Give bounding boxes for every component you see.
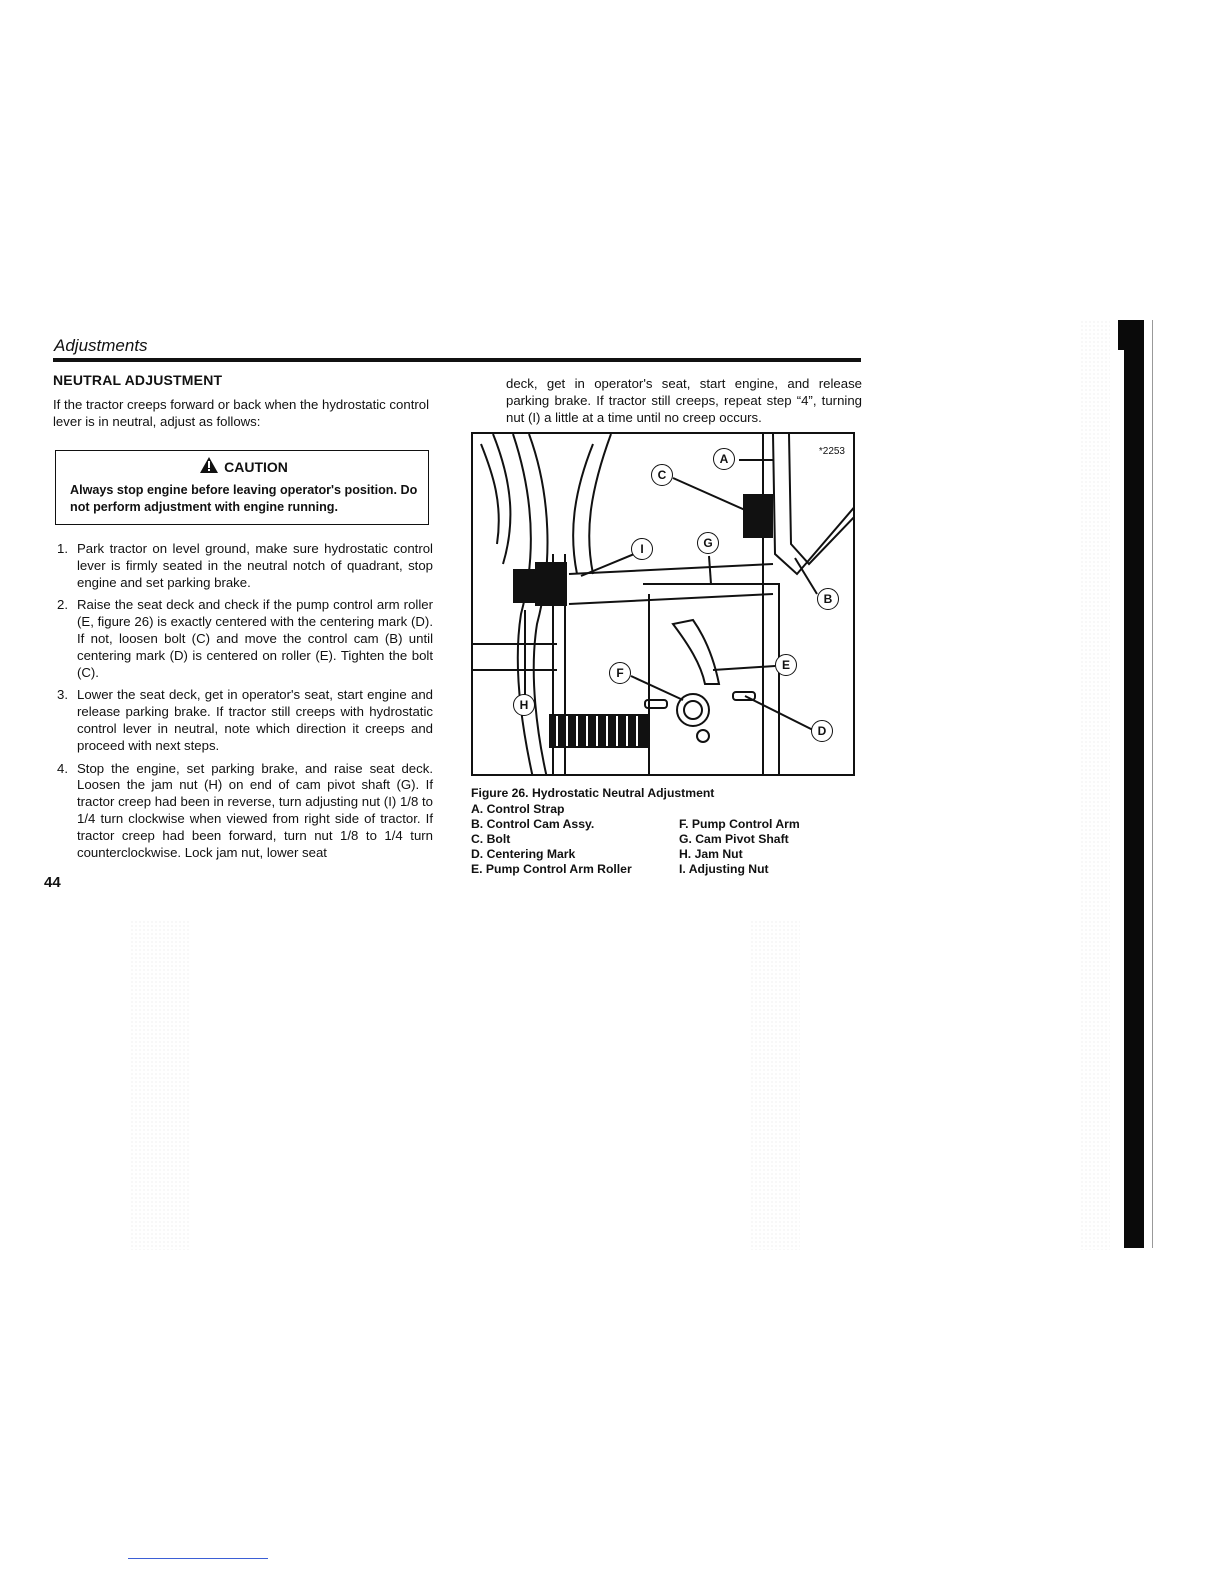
caution-text: Always stop engine before leaving operator's position. Do not perform adjustment with engine running. — [70, 483, 418, 514]
legend-item: A. Control Strap — [471, 802, 565, 816]
legend-item — [679, 802, 859, 817]
figure-caption — [471, 786, 863, 877]
list-item — [53, 541, 433, 591]
warning-triangle-icon — [200, 457, 218, 476]
legend-item: G. Cam Pivot Shaft — [679, 832, 789, 846]
callout-i: I — [631, 538, 653, 560]
callout-g: G — [697, 532, 719, 554]
caution-title: CAUTION — [224, 458, 288, 475]
callout-f: F — [609, 662, 631, 684]
legend-item: D. Centering Mark — [471, 847, 576, 861]
legend-item: F. Pump Control Arm — [679, 817, 800, 831]
step-number: 2. — [57, 597, 68, 613]
callout-a: A — [713, 448, 735, 470]
caution-box — [55, 450, 429, 525]
scan-edge-line — [1152, 320, 1153, 1248]
caution-title-row — [70, 457, 418, 476]
legend-item: H. Jam Nut — [679, 847, 743, 861]
steps-list — [53, 541, 433, 861]
legend-item: I. Adjusting Nut — [679, 862, 769, 876]
step-number: 4. — [57, 760, 68, 776]
scan-noise — [130, 920, 190, 1250]
step-number: 1. — [57, 541, 68, 556]
step-text: Lower the seat deck, get in operator's seat, start engine and release parking brake. If tractor still creeps with hydrostatic control lever in neutral, note which direction it creeps and proceed with next steps. — [77, 687, 433, 753]
callout-d: D — [811, 720, 833, 742]
bottom-rule — [128, 1558, 268, 1559]
continuation-paragraph: deck, get in operator's seat, start engine, and release parking brake. If tractor still creeps, repeat step “4”, turning nut (I) a little at a time until no creep occurs. — [506, 376, 862, 425]
step-text: Raise the seat deck and check if the pump control arm roller (E, figure 26) is exactly centered with the centering mark (D). If not, loosen bolt (C) and move the control cam (B) until centering mark (D) is centered on roller (E). Tighten the bolt (C). — [77, 597, 433, 680]
scan-noise — [750, 920, 800, 1250]
header-rule — [53, 358, 861, 362]
right-column-text — [506, 375, 862, 426]
callout-e: E — [775, 654, 797, 676]
callout-b: B — [817, 588, 839, 610]
left-column — [53, 372, 433, 867]
section-heading: NEUTRAL ADJUSTMENT — [53, 372, 223, 388]
list-item — [53, 597, 433, 681]
list-item — [53, 761, 433, 862]
scan-noise — [1080, 320, 1110, 1250]
step-number: 3. — [57, 687, 68, 703]
page-number: 44 — [44, 874, 61, 891]
scan-edge-bar — [1124, 320, 1144, 1248]
figure-26 — [471, 432, 855, 776]
figure-number: *2253 — [818, 446, 845, 457]
figure-legend — [471, 802, 863, 877]
step-text: Park tractor on level ground, make sure hydrostatic control lever is firmly seated in the neutral notch of quadrant, stop engine and set parking brake. — [77, 541, 433, 590]
callout-c: C — [651, 464, 673, 486]
intro-paragraph: If the tractor creeps forward or back when the hydrostatic control lever is in neutral, adjust as follows: — [53, 397, 430, 429]
legend-item: B. Control Cam Assy. — [471, 817, 595, 831]
legend-item: E. Pump Control Arm Roller — [471, 862, 632, 876]
section-header: Adjustments — [54, 336, 148, 355]
legend-item: C. Bolt — [471, 832, 511, 846]
caption-title: Figure 26. Hydrostatic Neutral Adjustment — [471, 786, 715, 800]
step-text: Stop the engine, set parking brake, and raise seat deck. Loosen the jam nut (H) on end of cam pivot shaft (G). If tractor creep had been in reverse, turn adjusting nut (I) 1/8 to 1/4 turn clockwise when viewed from right side of tractor. If tractor creep had been forward, turn nut 1/8 to 1/4 turn counterclockwise. Lock jam nut, lower seat — [77, 760, 433, 860]
list-item — [53, 687, 433, 754]
callout-h: H — [513, 694, 535, 716]
